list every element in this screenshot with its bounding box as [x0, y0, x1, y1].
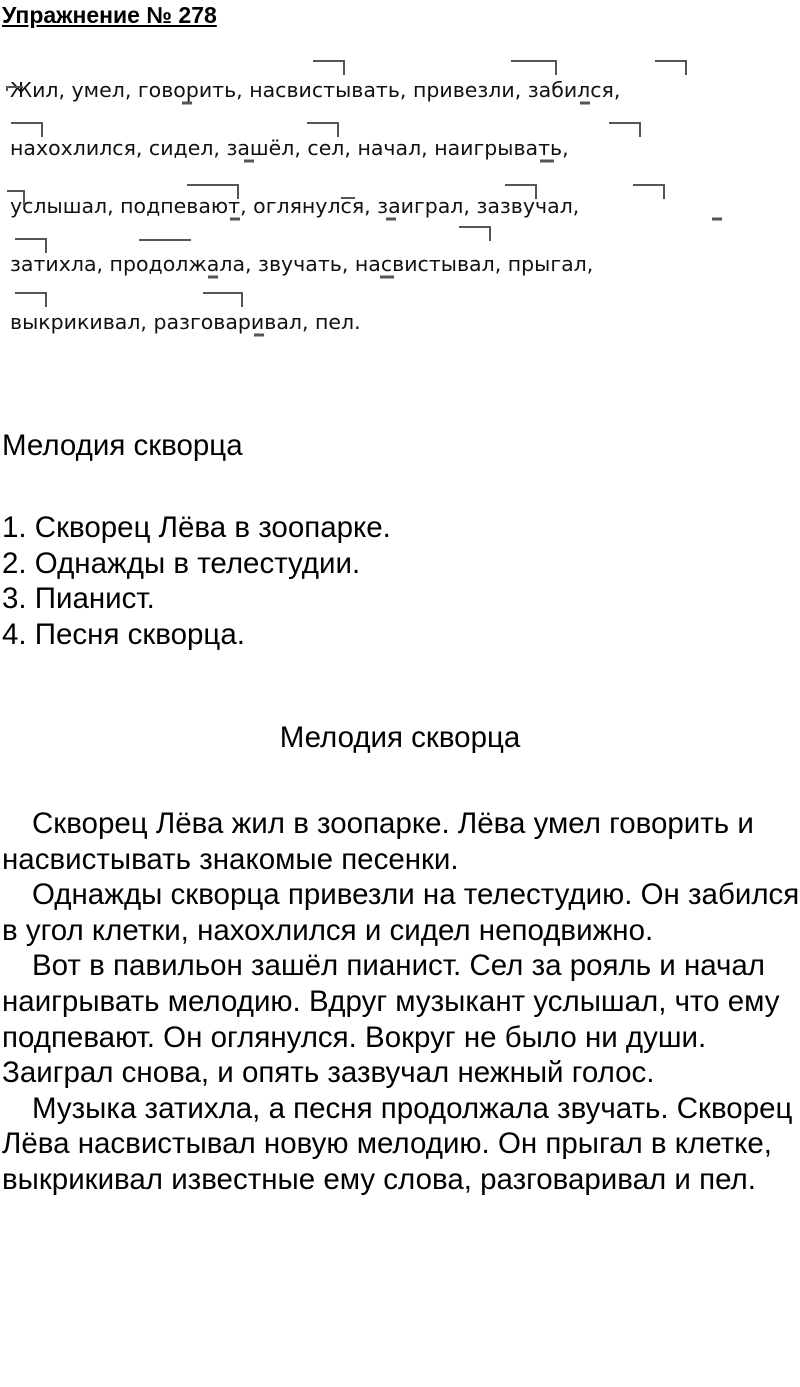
prefix-mark [10, 122, 44, 138]
suffix-mark [654, 60, 688, 76]
stress-mark [540, 158, 554, 164]
plan-list [2, 510, 391, 652]
word-line [10, 50, 790, 108]
word-line-text: услышал, подпевают, оглянулся, заиграл, зазвучал, [10, 194, 580, 218]
plan-item: 2. Однажды в телестудии. [2, 546, 361, 580]
plan-item: 3. Пианист. [2, 582, 155, 616]
suffix-mark [510, 60, 558, 76]
prefix-mark [340, 196, 356, 200]
prefix-mark [306, 122, 340, 138]
word-line-text: Жил, умел, говорить, насвистывать, привезли, забился, [10, 78, 621, 102]
stress-mark [580, 100, 590, 106]
prefix-mark [202, 292, 244, 308]
prefix-mark [632, 184, 666, 200]
story-paragraph: Скворец Лёва жил в зоопарке. Лёва умел говорить и насвистывать знакомые песенки. [2, 807, 754, 876]
prefix-mark [138, 238, 192, 242]
word-line-text: нахохлился, сидел, зашёл, сел, начал, наигрывать, [10, 136, 569, 160]
stress-mark [386, 216, 396, 222]
prefix-mark [14, 292, 48, 308]
story-paragraph: Однажды скворца привезли на телестудию. Он забился в угол клетки, нахохлился и сидел неподвижно. [2, 878, 800, 947]
plan-title: Мелодия скворца [2, 429, 243, 462]
prefix-mark [608, 122, 642, 138]
story-title: Мелодия скворца [279, 721, 521, 754]
prefix-mark [14, 238, 48, 254]
word-line-text: затихла, продолжала, звучать, насвистывал, прыгал, [10, 252, 594, 276]
stress-mark [254, 332, 264, 338]
plan-item: 4. Песня скворца. [2, 617, 245, 651]
stress-mark [208, 274, 218, 280]
story-paragraph: Музыка затихла, а песня продолжала звучать. Скворец Лёва насвистывал новую мелодию. Он прыгал в клетке, выкрикивал известные ему слова, разговаривал и пел. [2, 1091, 793, 1196]
word-line-text: выкрикивал, разговаривал, пел. [10, 310, 361, 334]
prefix-mark [504, 184, 538, 200]
prefix-mark [186, 184, 240, 200]
stress-mark [182, 100, 192, 106]
word-list [10, 50, 790, 340]
exercise-title: Упражнение № 278 [2, 2, 217, 28]
word-line [10, 166, 790, 224]
stress-mark [230, 216, 240, 222]
plan-item: 1. Скворец Лёва в зоопарке. [2, 511, 391, 544]
word-line [10, 108, 790, 166]
stress-mark [244, 158, 254, 164]
story-paragraph: Вот в павильон зашёл пианист. Сел за рояль и начал наигрывать мелодию. Вдруг музыкант услышал, что ему подпевают. Он оглянулся. Вокруг не было ни души. Заиграл снова, и опять зазвучал нежный голос. [2, 949, 780, 1090]
story-text [2, 806, 800, 1198]
prefix-mark [458, 226, 492, 242]
stress-mark [712, 216, 722, 222]
prefix-mark [6, 86, 24, 92]
word-line [10, 282, 790, 340]
word-line [10, 224, 790, 282]
suffix-mark [312, 60, 346, 76]
prefix-mark [6, 190, 26, 206]
stress-mark [380, 274, 394, 280]
